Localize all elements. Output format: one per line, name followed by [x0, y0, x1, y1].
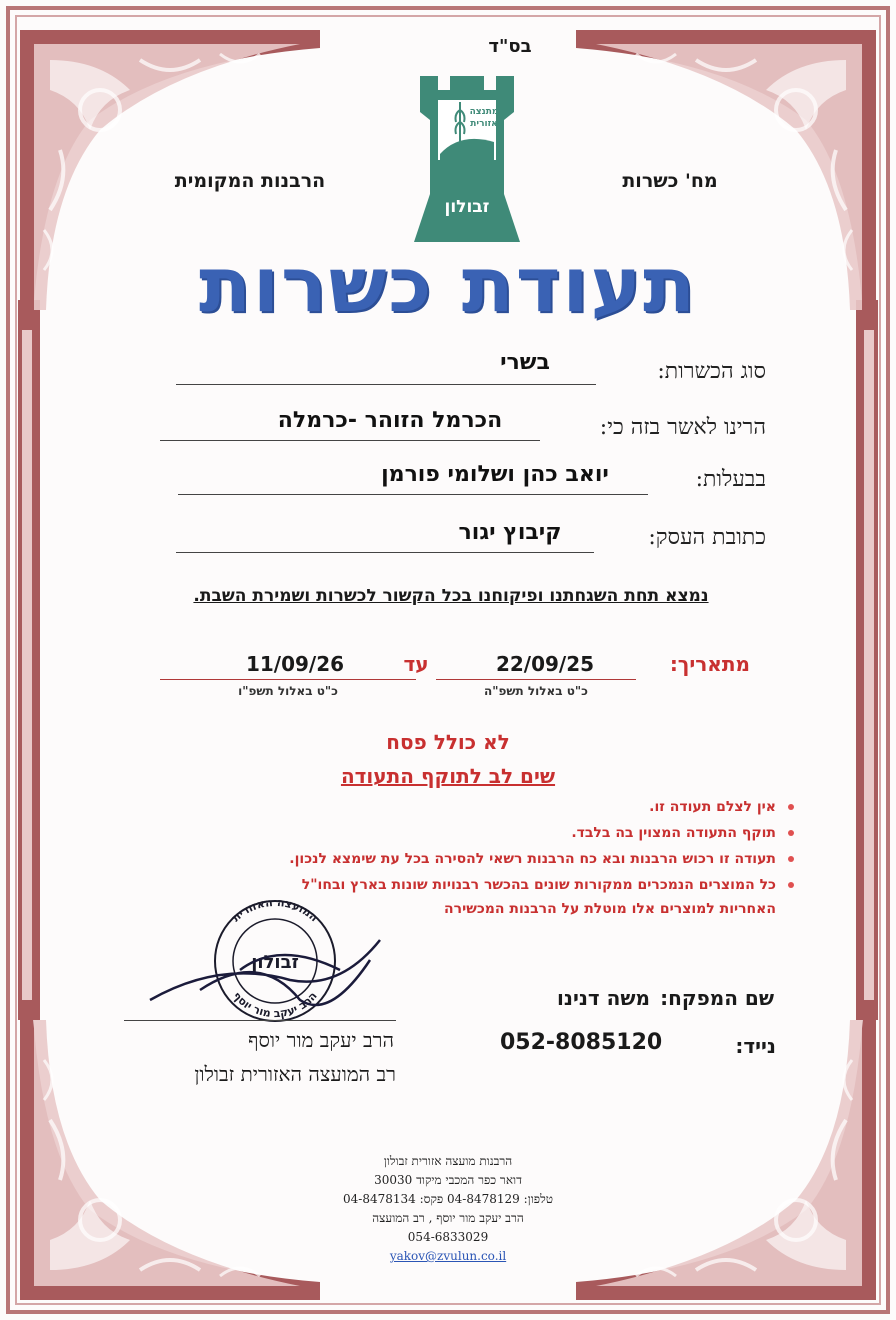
from-date-value: 22/09/25	[495, 652, 595, 676]
kashrut-type-label: סוג הכשרות:	[657, 359, 766, 384]
footer-email-link[interactable]: yakov@zvulun.co.il	[389, 1249, 507, 1263]
owners-value: יואב כהן ושלומי פורמן	[381, 462, 609, 487]
logo-name: זבולון	[444, 197, 490, 217]
bsd-mark: בס"ד	[488, 36, 532, 57]
footer-line: 054-6833029	[407, 1230, 489, 1244]
footer-contact	[300, 1152, 596, 1266]
signature-scribble	[140, 920, 400, 1020]
kashrut-type-underline	[176, 384, 596, 385]
supervision-statement: נמצא תחת השגחתנו ופיקוחנו בכל הקשור לכשרות ושמירת השבת.	[193, 586, 709, 606]
footer-line: דואר כפר המכבי מיקוד 30030	[374, 1173, 522, 1187]
local-rabbinate-title: הרבנות המקומית	[174, 170, 326, 192]
kashrut-department-title: מח' כשרות	[622, 170, 718, 192]
address-label: כתובת העסק:	[648, 525, 766, 550]
supervisor-name-label: שם המפקח:	[660, 986, 774, 1010]
no-pesach-notice: לא כולל פסח	[386, 730, 510, 754]
footer-line: הרבנות מועצה אזורית זבולון	[383, 1154, 513, 1168]
stamp-ring-bottom: הרב יעקב מור יוסף	[230, 989, 320, 1021]
stamp-ring-top: המועצה האזורית	[229, 896, 321, 925]
footer-line: טלפון: 04-8478129 פקס: 04-8478134	[343, 1192, 553, 1206]
rabbi-title: רב המועצה האזורית זבולון	[194, 1062, 396, 1086]
supervisor-name: משה דנינו	[557, 986, 650, 1010]
rabbi-name: הרב יעקב מור יוסף	[248, 1028, 394, 1052]
logo-line-2: אזורית	[470, 119, 498, 129]
business-name-underline	[160, 440, 540, 441]
rule-item: אין לצלם תעודה זו.	[110, 794, 800, 820]
rule-item: תוקף התעודה המצוין בה בלבד.	[110, 820, 800, 846]
business-name-value: הכרמל הזוהר -כרמלה	[277, 408, 503, 433]
rule-item: תעודה זו רכוש הרבנות ובא כח הרבנות רשאי להסירה בכל עת שימצא לנכון.	[110, 846, 800, 872]
business-name-label: הרינו לאשר בזה כי:	[599, 415, 766, 440]
certificate-title: תעודת כשרות	[198, 240, 698, 329]
stamp-center: זבולון	[251, 952, 299, 973]
supervisor-phone-label: נייד:	[735, 1034, 776, 1058]
to-date-value: 11/09/26	[245, 652, 345, 676]
address-underline	[176, 552, 594, 553]
supervisor-phone: 052-8085120	[500, 1030, 663, 1055]
from-date-label: מתאריך:	[669, 652, 750, 676]
owners-underline	[178, 494, 648, 495]
signature-line	[124, 1020, 396, 1021]
from-date-hebrew: כ"ט באלול תשפ"ה	[484, 684, 588, 698]
tower-logo-icon	[412, 76, 522, 242]
address-value: קיבוץ יגור	[458, 520, 562, 545]
rule-item: כל המוצרים הנמכרים ממקורות שונים בהכשר רבנויות שונות בארץ ובחו"ל	[110, 872, 800, 898]
to-date-hebrew: כ"ט באלול תשפ"ו	[238, 684, 338, 698]
to-date-underline	[160, 679, 416, 680]
validity-notice: שים לב לתוקף התעודה	[340, 764, 556, 788]
zevulun-council-logo	[412, 76, 522, 242]
logo-line-1: מתנצה	[469, 107, 499, 117]
owners-label: בבעלות:	[695, 467, 766, 492]
footer-line: הרב יעקב מור יוסף , רב המועצה	[372, 1211, 524, 1225]
to-date-label: עד	[403, 652, 429, 676]
from-date-underline	[436, 679, 636, 680]
kashrut-type-value: בשרי	[500, 350, 550, 375]
rule-continuation: האחריות למוצרים אלו מוטלת על הרבנות המכשירה	[444, 901, 776, 917]
